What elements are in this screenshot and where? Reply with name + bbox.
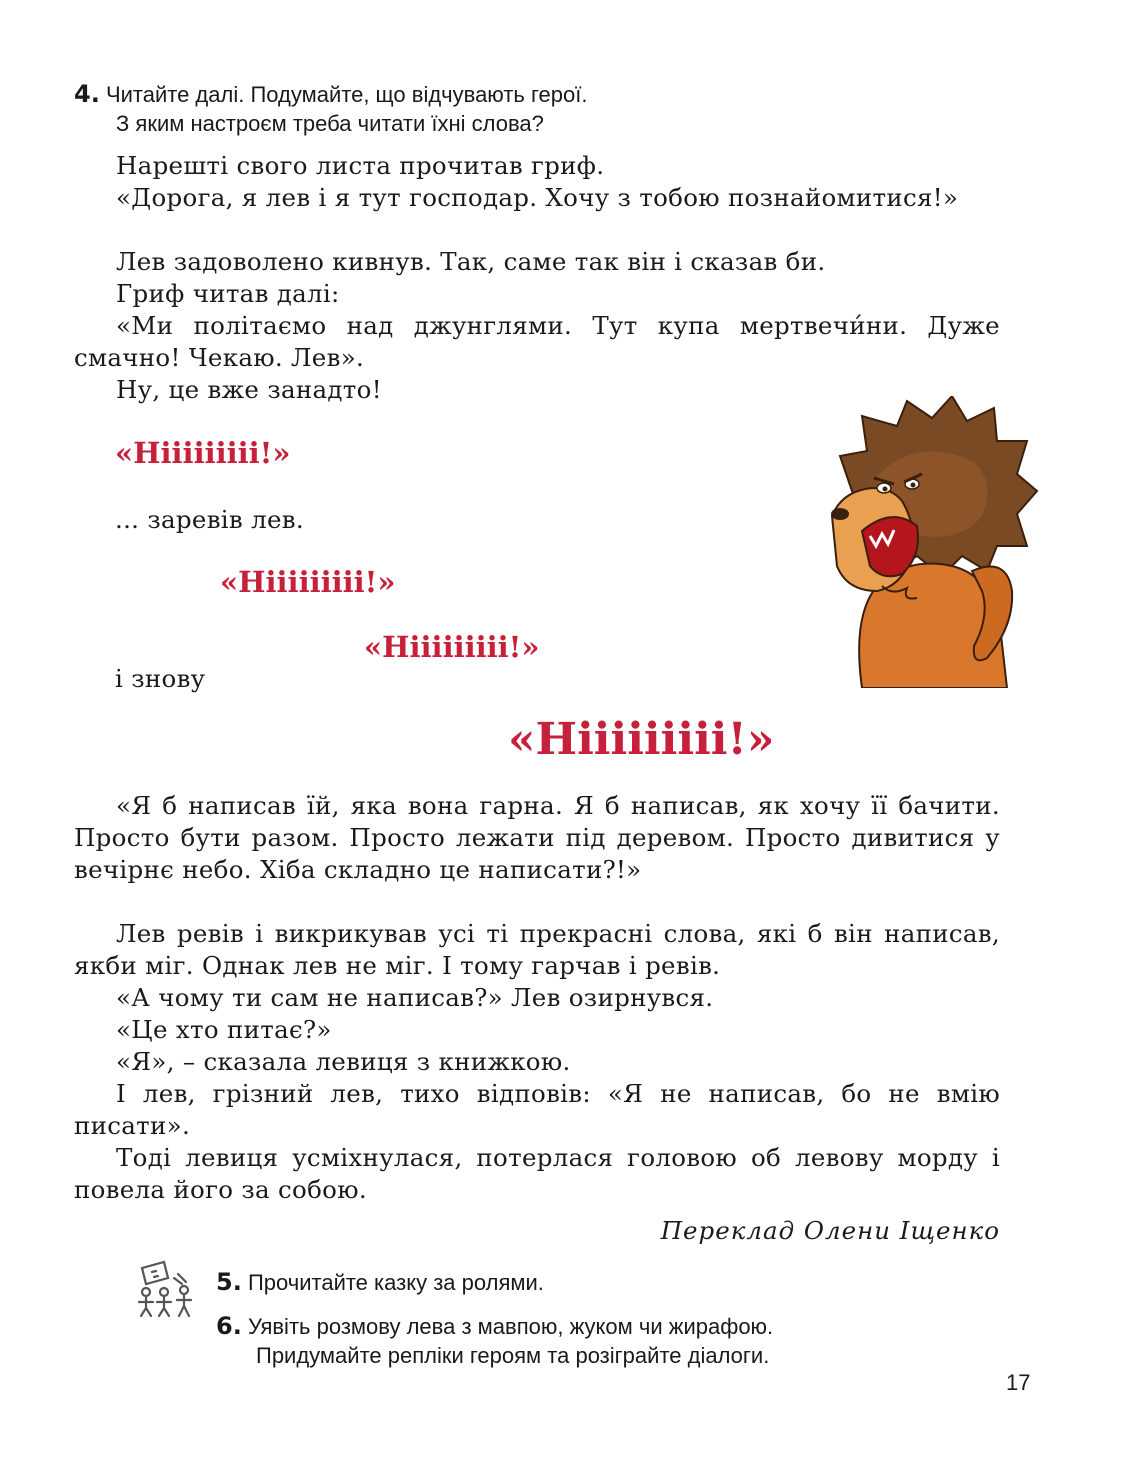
- task-4-text: Читайте далі. Подумайте, що відчувають герої.: [105, 82, 588, 107]
- task-5-number: 5.: [216, 1268, 242, 1296]
- task-6-number: 6.: [216, 1312, 242, 1340]
- task-4-line-1: [74, 80, 974, 109]
- story-paragraph-7: «Я б написав їй, яка вона гарна. Я б написав, як хочу її бачити. Просто бути разом. Просто лежати під деревом. Просто дивитися у вечірнє небо. Хіба складно це написати?!»: [74, 791, 1000, 884]
- task-6-text: Уявіть розмову лева з мавпою, жуком чи жирафою.: [247, 1314, 774, 1339]
- lion-illustration-icon: [822, 396, 1042, 688]
- story-paragraph-10: «Це хто питає?»: [116, 1015, 332, 1044]
- task-4-line-2: З яким настроєм треба читати їхні слова?: [116, 111, 544, 136]
- story-paragraph-11: «Я», – сказала левиця з книжкою.: [116, 1047, 571, 1076]
- story-paragraph-1: Нарешті свого листа прочитав гриф.: [116, 151, 605, 180]
- group-roleplay-icon: [134, 1258, 198, 1318]
- roar-3: «Нііііііііі!»: [364, 630, 540, 664]
- again-line: і знову: [115, 664, 206, 693]
- task-5: [216, 1268, 544, 1297]
- story-paragraph-3: Лев задоволено кивнув. Так, саме так він і сказав би.: [116, 247, 826, 276]
- task-4: [74, 80, 974, 138]
- task-6-line-1: [216, 1312, 773, 1341]
- task-5-text: Прочитайте казку за ролями.: [247, 1270, 544, 1295]
- story-paragraph-6: Ну, це вже занадто!: [116, 375, 382, 404]
- roared-line: ... заревів лев.: [115, 505, 304, 534]
- story-paragraph-2: «Дорога, я лев і я тут господар. Хочу з тобою познайомитися!»: [116, 183, 959, 212]
- roar-1: «Нііііііііі!»: [115, 436, 291, 470]
- story-paragraph-5: «Ми політаємо над джунглями. Тут купа мертвечи́ни. Дуже смачно! Чекаю. Лев».: [74, 311, 1000, 372]
- story-paragraph-9: «А чому ти сам не написав?» Лев озирнувся.: [116, 983, 714, 1012]
- task-6: [216, 1312, 773, 1370]
- task-4-number: 4.: [74, 80, 100, 108]
- page-number: 17: [1006, 1370, 1031, 1395]
- translator-credit: Переклад Олени Іщенко: [660, 1216, 1000, 1245]
- story-paragraph-8: Лев ревів і викрикував усі ті прекрасні слова, які б він написав, якби міг. Однак лев не міг. І тому гарчав і ревів.: [74, 919, 1000, 980]
- story-paragraph-13: Тоді левиця усміхнулася, потерлася головою об левову морду і повела його за собою.: [74, 1143, 1000, 1204]
- story-paragraph-12: І лев, грізний лев, тихо відповів: «Я не написав, бо не вмію писати».: [74, 1079, 1000, 1140]
- roar-4: «Нііііііііі!»: [508, 714, 775, 765]
- roar-2: «Нііііііііі!»: [220, 565, 396, 599]
- story-paragraph-4: Гриф читав далі:: [116, 279, 340, 308]
- task-6-line-2: Придумайте репліки героям та розіграйте діалоги.: [256, 1343, 770, 1368]
